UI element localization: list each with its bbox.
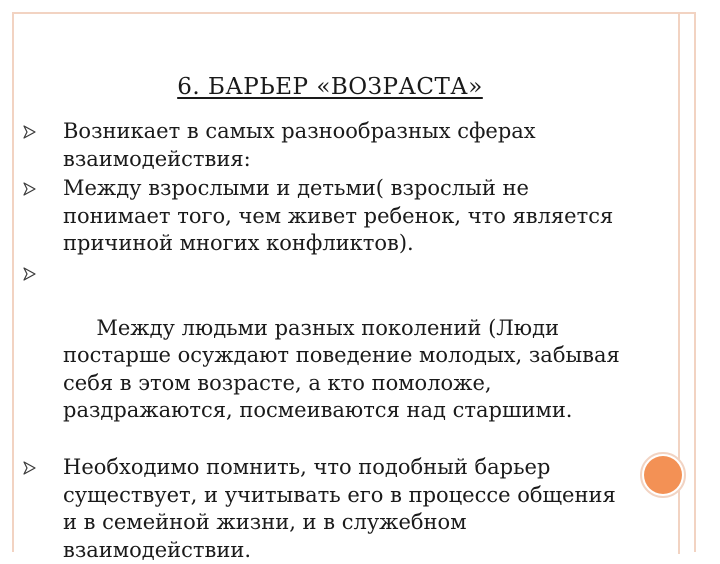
bullet-item <box>22 118 630 173</box>
arrow-bullet-icon <box>22 267 36 281</box>
bullet-text: Возникает в самых разнообразных сферах взаимодействия: <box>63 119 536 171</box>
bullet-text: Между взрослыми и детьми( взрослый не понимает того, чем живет ребенок, что является причиной многих конфликтов). <box>63 176 614 255</box>
arrow-bullet-icon <box>22 461 36 475</box>
bullet-item <box>22 175 630 258</box>
slide-title <box>0 74 660 100</box>
arrow-bullet-icon <box>22 182 36 196</box>
bullet-item <box>22 260 630 453</box>
bullet-list <box>22 118 630 564</box>
bullet-item <box>22 454 630 564</box>
arrow-bullet-icon <box>22 125 36 139</box>
bullet-text: Между людьми разных поколений (Люди постарше осуждают поведение молодых, забывая себя в этом возрасте, а кто помоложе, раздражаются, посмеиваются над старшими. <box>63 315 627 422</box>
bullet-text: Необходимо помнить, что подобный барьер существует, и учитывать его в процессе общения и в семейной жизни, и в служебном взаимодействии. <box>63 455 616 562</box>
slide-title-text: 6. БАРЬЕР «ВОЗРАСТА» <box>177 74 483 100</box>
decor-circle-icon <box>644 456 682 494</box>
